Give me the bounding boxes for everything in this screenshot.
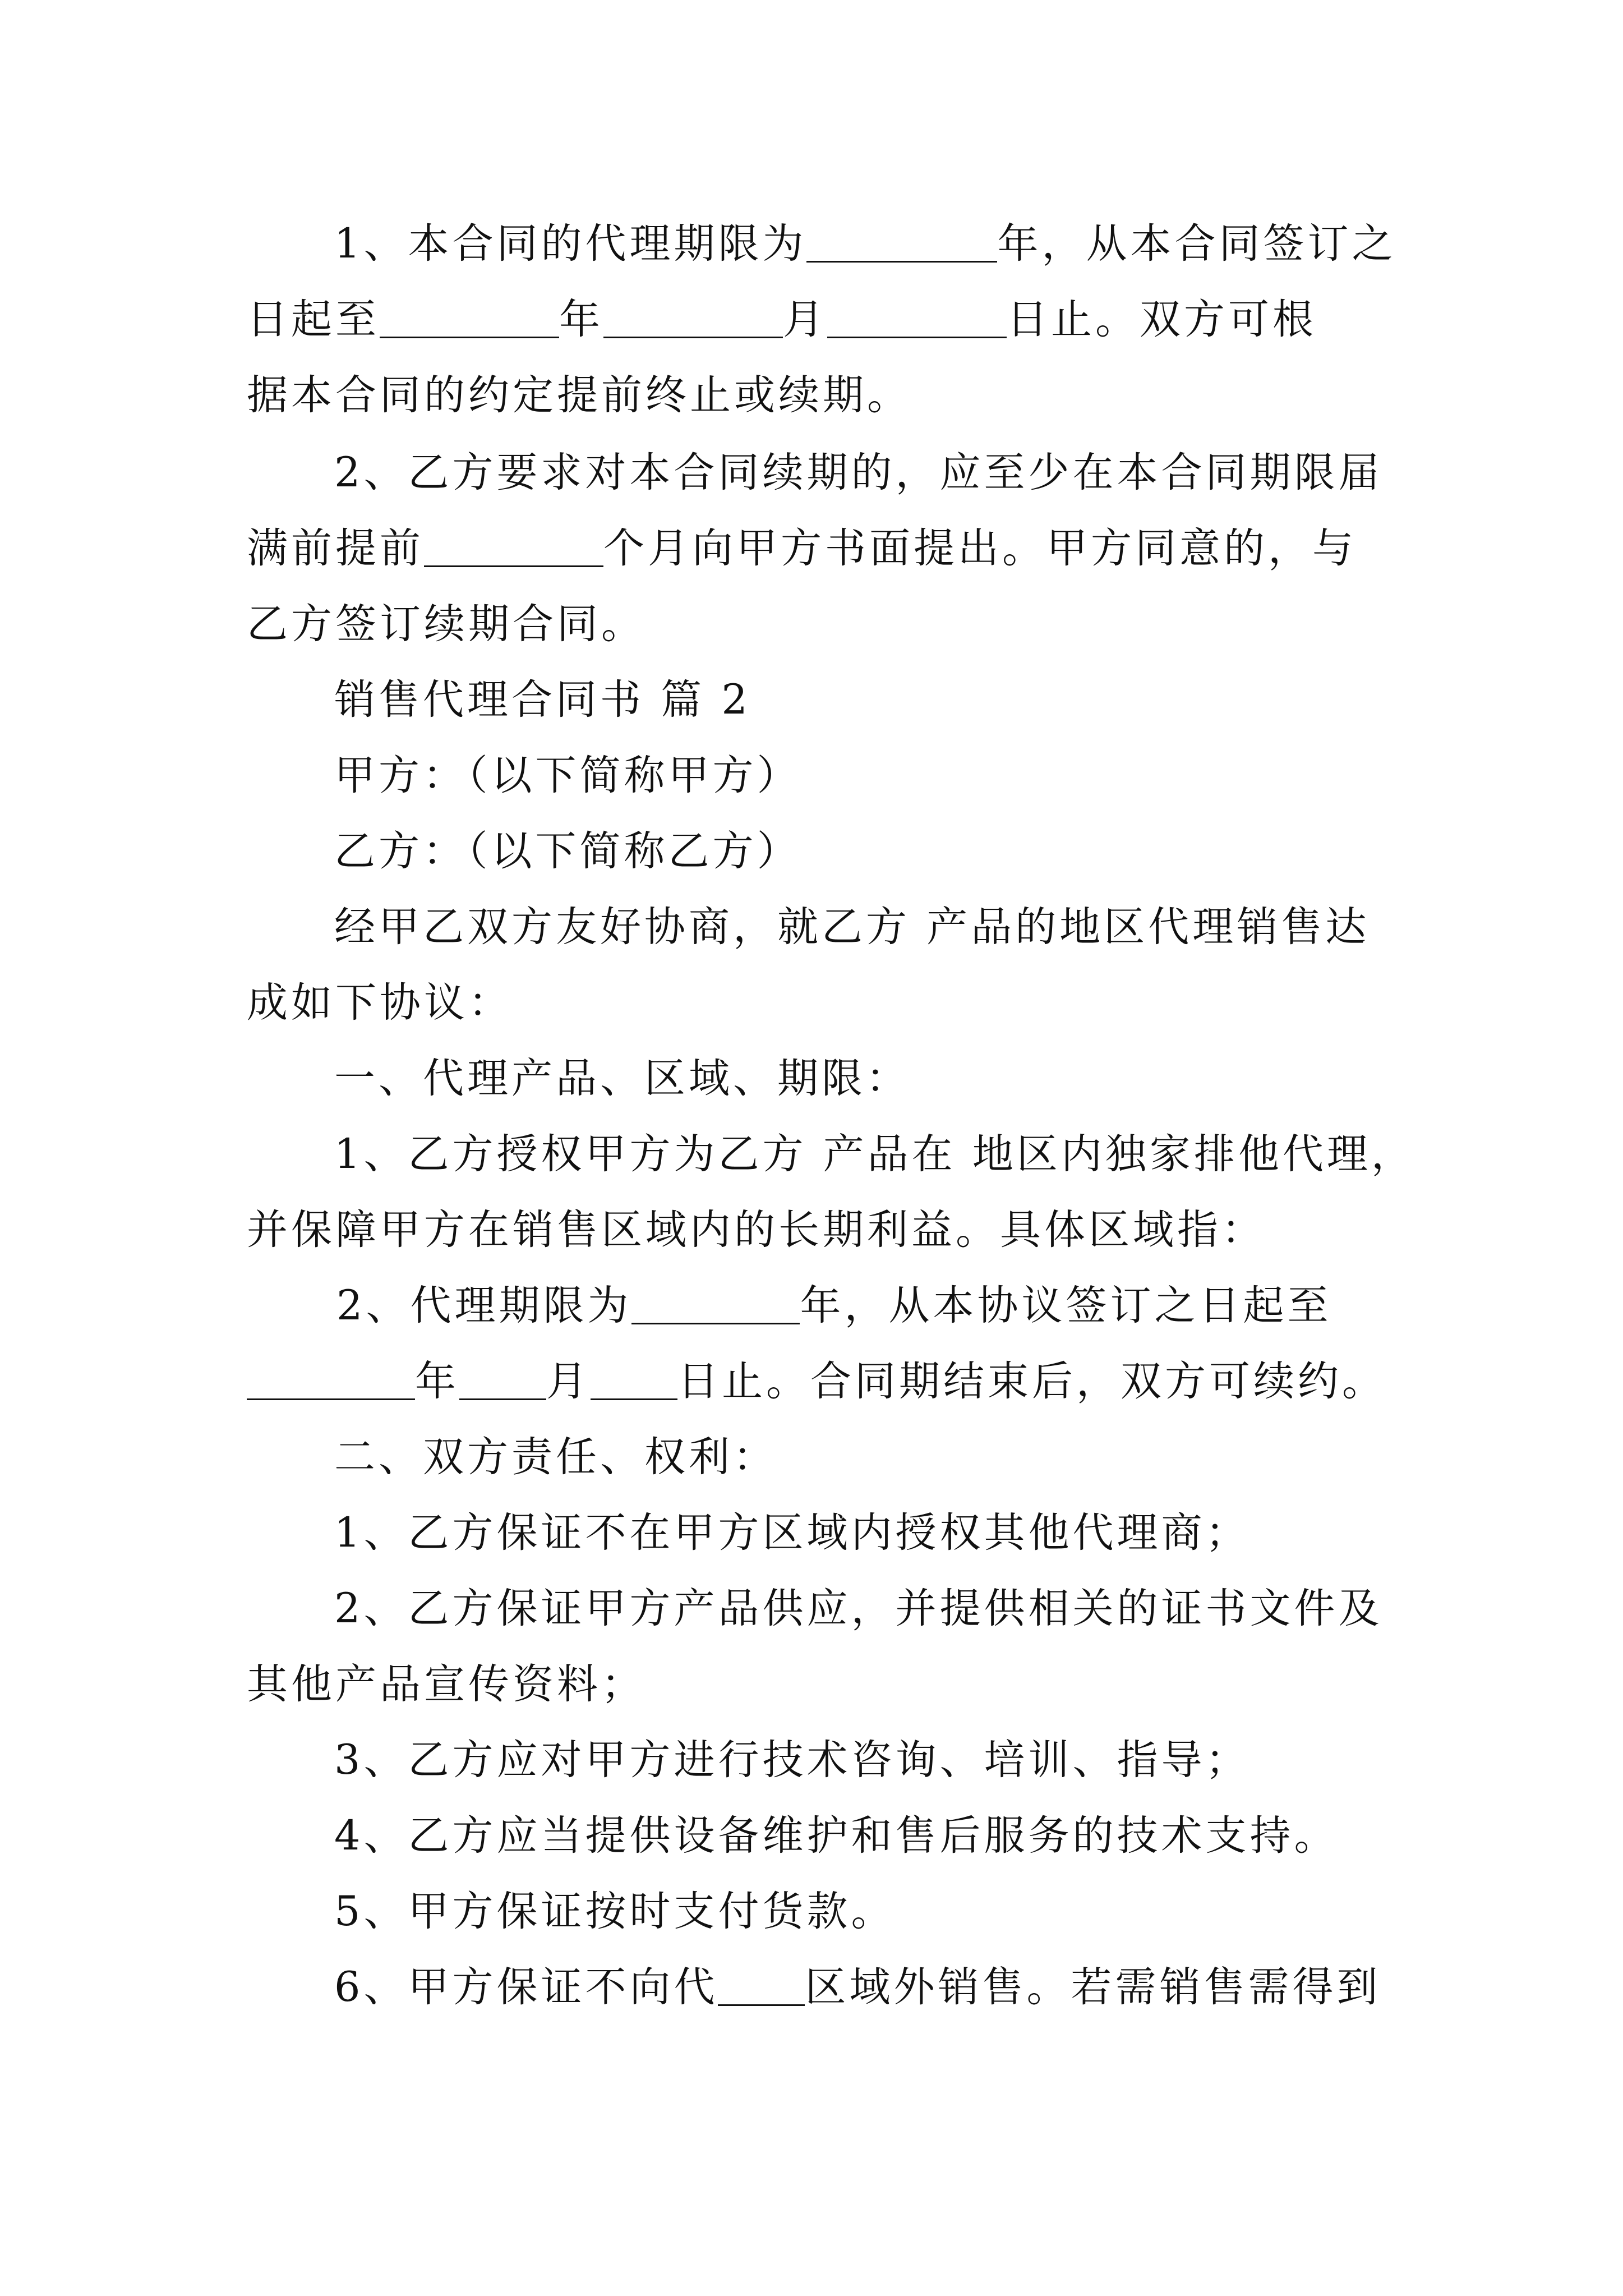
text-run: 3、乙方应对甲方进行技术咨询、培训、指导；	[334, 1736, 1250, 1784]
paragraph-line	[334, 899, 1473, 955]
paragraph-line	[247, 367, 1385, 424]
paragraph-line	[336, 1278, 1475, 1334]
text-run: 年	[559, 296, 603, 343]
text-run: 月	[546, 1358, 591, 1405]
text-run: 其他产品宣传资料；	[247, 1660, 645, 1708]
text-run: 日止。双方可根	[1007, 296, 1317, 343]
paragraph-line	[247, 1354, 1385, 1410]
text-run: 5、甲方保证按时支付货款。	[334, 1888, 896, 1935]
paragraph-line	[247, 975, 1385, 1031]
text-run: 销售代理合同书 篇 2	[334, 676, 751, 724]
paragraph-line	[247, 596, 1385, 652]
text-run: 二、双方责任、权利：	[334, 1433, 777, 1481]
text-run: 乙方：（以下简称乙方）	[334, 827, 801, 875]
paragraph-line	[334, 1581, 1473, 1637]
text-run: 日起至	[247, 296, 380, 343]
text-run: 个月向甲方书面提出。甲方同意的，与	[603, 524, 1357, 572]
text-run: 据本合同的约定提前终止或续期。	[247, 371, 911, 419]
paragraph-line	[334, 1732, 1473, 1788]
party-a-line	[334, 748, 1473, 804]
text-run: 1、本合同的代理期限为	[334, 220, 807, 268]
paragraph-line	[334, 1126, 1473, 1182]
text-run: 4、乙方应当提供设备维护和售后服务的技术支持。	[334, 1812, 1339, 1860]
blank-underline	[459, 1359, 546, 1400]
blank-underline	[631, 1283, 800, 1324]
text-run: 月	[783, 296, 827, 343]
text-run: 一、代理产品、区域、期限：	[334, 1055, 910, 1102]
paragraph-line	[334, 1884, 1473, 1940]
blank-underline	[806, 222, 997, 262]
blank-underline	[603, 297, 783, 338]
paragraph-line	[247, 521, 1385, 577]
blank-underline	[591, 1359, 677, 1400]
text-run: 经甲乙双方友好协商，就乙方 产品的地区代理销售达	[334, 903, 1370, 951]
blank-underline	[827, 297, 1007, 338]
text-run: 成如下协议：	[247, 979, 513, 1027]
text-run: 日止。合同期结束后，双方可续约。	[677, 1358, 1386, 1405]
paragraph-line	[334, 1959, 1473, 2016]
heading-line	[334, 1051, 1473, 1107]
text-run: 2、乙方要求对本合同续期的，应至少在本合同期限届	[334, 449, 1383, 496]
paragraph-line	[334, 1808, 1473, 1864]
text-run: 6、甲方保证不向代	[334, 1963, 718, 2011]
party-b-line	[334, 823, 1473, 880]
paragraph-line	[334, 216, 1473, 272]
text-run: 年，从本协议签订之日起至	[800, 1282, 1332, 1329]
text-run: 满前提前	[247, 524, 424, 572]
text-run: 乙方签订续期合同。	[247, 600, 645, 648]
text-run: 1、乙方保证不在甲方区域内授权其他代理商；	[334, 1509, 1250, 1557]
text-run: 1、乙方授权甲方为乙方 产品在 地区内独家排他代理，	[334, 1130, 1415, 1178]
text-run: 年，从本合同签订之	[997, 220, 1396, 268]
text-run: 区域外销售。若需销售需得到	[805, 1963, 1381, 2011]
blank-underline	[247, 1359, 415, 1400]
paragraph-line	[247, 1202, 1385, 1258]
paragraph-line	[247, 1657, 1385, 1713]
blank-underline	[718, 1965, 805, 2005]
text-run: 2、乙方保证甲方产品供应，并提供相关的证书文件及	[334, 1585, 1383, 1632]
paragraph-line	[334, 1505, 1473, 1561]
text-run: 并保障甲方在销售区域内的长期利益。具体区域指：	[247, 1206, 1266, 1254]
paragraph-line	[247, 292, 1385, 348]
text-run: 甲方：（以下简称甲方）	[334, 752, 801, 799]
blank-underline	[380, 297, 559, 338]
paragraph-line	[334, 445, 1473, 501]
text-run: 2、代理期限为	[336, 1282, 632, 1329]
text-run: 年	[415, 1358, 459, 1405]
heading-line	[334, 1429, 1473, 1485]
section-title	[334, 672, 1473, 728]
blank-underline	[424, 526, 603, 567]
